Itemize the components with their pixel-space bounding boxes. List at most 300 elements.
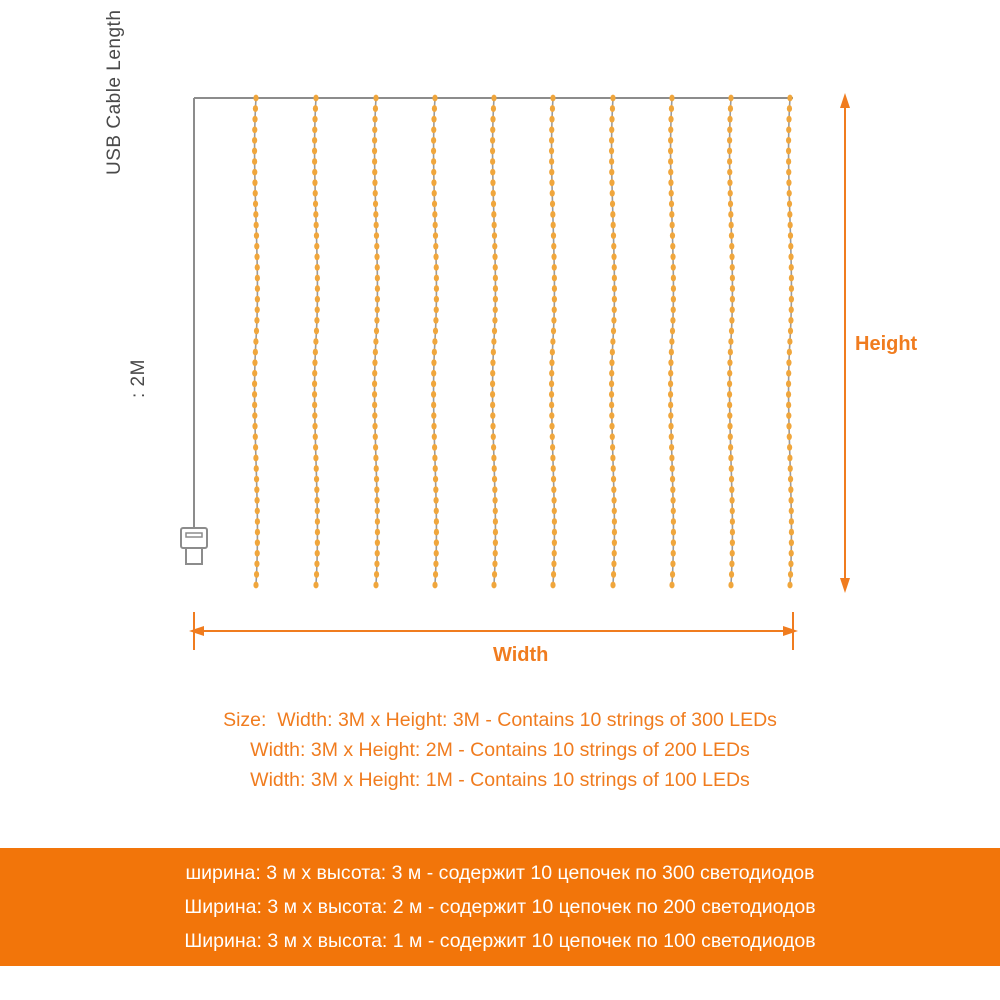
led-bead <box>549 380 554 387</box>
led-bead <box>433 317 438 324</box>
led-bead <box>552 285 557 292</box>
led-bead <box>786 402 791 409</box>
led-bead <box>668 380 673 387</box>
led-bead <box>432 349 437 356</box>
led-bead <box>433 253 438 260</box>
led-bead <box>492 486 497 493</box>
led-bead <box>611 222 616 229</box>
led-bead <box>433 497 438 504</box>
led-bead <box>490 116 495 123</box>
led-bead <box>315 275 320 282</box>
led-bead <box>492 571 497 578</box>
led-bead <box>787 455 792 462</box>
led-bead <box>254 232 259 239</box>
led-bead <box>375 550 380 557</box>
led-bead <box>670 328 675 335</box>
led-bead <box>492 465 497 472</box>
led-bead <box>788 560 793 567</box>
led-bead <box>668 423 673 430</box>
led-bead <box>374 465 379 472</box>
led-bead <box>669 349 674 356</box>
led-bead <box>374 222 379 229</box>
led-bead <box>786 380 791 387</box>
led-bead <box>729 317 734 324</box>
led-bead <box>490 423 495 430</box>
led-bead <box>549 137 554 144</box>
led-bead <box>609 359 614 366</box>
led-bead <box>786 148 791 155</box>
led-bead <box>493 296 498 303</box>
led-bead <box>550 95 555 102</box>
led-bead <box>490 380 495 387</box>
led-bead <box>492 222 497 229</box>
led-bead <box>552 550 557 557</box>
led-bead <box>312 158 317 165</box>
led-bead <box>609 179 614 186</box>
led-bead <box>549 391 554 398</box>
led-bead <box>315 529 320 536</box>
led-bead <box>315 507 320 514</box>
led-bead <box>552 264 557 271</box>
led-bead <box>252 370 257 377</box>
led-bead <box>729 243 734 250</box>
led-bead <box>668 137 673 144</box>
led-bead <box>788 486 793 493</box>
led-bead <box>253 349 258 356</box>
led-bead <box>788 253 793 260</box>
led-bead <box>313 211 318 218</box>
led-bead <box>789 518 794 525</box>
led-bead <box>612 507 617 514</box>
led-bead <box>552 539 557 546</box>
led-bead <box>612 539 617 546</box>
led-bead <box>433 232 438 239</box>
led-bead <box>549 126 554 133</box>
led-bead <box>373 338 378 345</box>
led-bead <box>373 349 378 356</box>
led-bead <box>669 200 674 207</box>
led-bead <box>490 402 495 409</box>
specs-english <box>0 705 1000 795</box>
spec-row-en-1 <box>0 705 1000 735</box>
led-bead <box>373 95 378 102</box>
led-bead <box>789 275 794 282</box>
led-bead <box>432 211 437 218</box>
led-bead <box>255 264 260 271</box>
led-bead <box>789 306 794 313</box>
led-bead <box>550 105 555 112</box>
led-bead <box>729 571 734 578</box>
led-bead <box>551 328 556 335</box>
led-bead <box>788 465 793 472</box>
led-bead <box>434 264 439 271</box>
led-bead <box>492 560 497 567</box>
led-bead <box>314 571 319 578</box>
led-bead <box>255 296 260 303</box>
led-bead <box>610 349 615 356</box>
led-bead <box>490 158 495 165</box>
led-bead <box>373 190 378 197</box>
led-bead <box>252 391 257 398</box>
led-bead <box>728 200 733 207</box>
led-bead <box>374 476 379 483</box>
led-bead <box>551 232 556 239</box>
led-bead <box>552 518 557 525</box>
led-bead <box>786 158 791 165</box>
led-bead <box>433 465 438 472</box>
led-bead <box>611 476 616 483</box>
led-bead <box>669 105 674 112</box>
led-bead <box>727 116 732 123</box>
led-bead <box>788 328 793 335</box>
led-bead <box>729 465 734 472</box>
led-bead <box>789 529 794 536</box>
led-bead <box>434 550 439 557</box>
led-bead <box>254 253 259 260</box>
led-bead <box>549 359 554 366</box>
led-bead <box>668 359 673 366</box>
led-bead <box>669 433 674 440</box>
led-bead <box>670 476 675 483</box>
led-bead <box>727 359 732 366</box>
led-strings-group <box>255 98 792 585</box>
led-bead <box>787 349 792 356</box>
led-bead <box>490 137 495 144</box>
led-bead <box>610 455 615 462</box>
led-bead <box>551 465 556 472</box>
led-bead <box>492 232 497 239</box>
led-bead <box>609 412 614 419</box>
led-bead <box>492 497 497 504</box>
led-bead <box>313 444 318 451</box>
led-bead <box>433 486 438 493</box>
led-bead <box>372 116 377 123</box>
led-bead <box>727 179 732 186</box>
led-bead <box>375 296 380 303</box>
led-bead <box>254 476 259 483</box>
led-bead <box>787 190 792 197</box>
led-bead <box>431 179 436 186</box>
led-bead <box>493 285 498 292</box>
led-bead <box>313 455 318 462</box>
led-bead <box>730 507 735 514</box>
led-bead <box>373 582 378 589</box>
led-bead <box>491 105 496 112</box>
led-bead <box>252 116 257 123</box>
led-bead <box>671 264 676 271</box>
led-bead <box>668 179 673 186</box>
led-bead <box>788 317 793 324</box>
led-bead <box>493 529 498 536</box>
led-bead <box>492 328 497 335</box>
led-bead <box>730 296 735 303</box>
led-bead <box>789 507 794 514</box>
led-bead <box>434 518 439 525</box>
led-bead <box>551 571 556 578</box>
spec-row-en-3: Width: 3M x Height: 1M - Contains 10 strings of 100 LEDs <box>250 769 750 791</box>
led-bead <box>431 148 436 155</box>
led-bead <box>611 465 616 472</box>
led-bead <box>729 560 734 567</box>
led-bead <box>252 126 257 133</box>
led-bead <box>434 296 439 303</box>
led-bead <box>431 412 436 419</box>
led-bead <box>671 518 676 525</box>
led-bead <box>313 433 318 440</box>
led-bead <box>374 232 379 239</box>
led-bead <box>312 370 317 377</box>
led-bead <box>373 455 378 462</box>
led-bead <box>786 126 791 133</box>
led-bead <box>314 497 319 504</box>
led-bead <box>252 359 257 366</box>
led-bead <box>786 423 791 430</box>
led-bead <box>668 158 673 165</box>
led-bead <box>432 433 437 440</box>
led-bead <box>671 285 676 292</box>
led-bead <box>375 507 380 514</box>
led-bead <box>668 148 673 155</box>
led-bead <box>728 95 733 102</box>
led-bead <box>492 253 497 260</box>
led-bead <box>314 317 319 324</box>
led-bead <box>670 465 675 472</box>
led-bead <box>730 306 735 313</box>
led-bead <box>432 200 437 207</box>
led-bead <box>610 582 615 589</box>
led-bead <box>493 507 498 514</box>
led-bead <box>253 211 258 218</box>
led-bead <box>727 137 732 144</box>
led-bead <box>786 137 791 144</box>
led-bead <box>491 349 496 356</box>
led-bead <box>373 200 378 207</box>
led-bead <box>728 582 733 589</box>
led-bead <box>669 211 674 218</box>
led-bead <box>372 370 377 377</box>
led-bead <box>730 529 735 536</box>
led-bead <box>254 243 259 250</box>
led-bead <box>375 539 380 546</box>
led-bead <box>252 423 257 430</box>
led-bead <box>549 423 554 430</box>
led-bead <box>375 275 380 282</box>
led-bead <box>609 137 614 144</box>
led-bead <box>375 306 380 313</box>
led-bead <box>728 338 733 345</box>
led-bead <box>315 264 320 271</box>
led-bead <box>315 539 320 546</box>
led-bead <box>433 476 438 483</box>
led-bead <box>255 518 260 525</box>
led-bead <box>491 190 496 197</box>
led-bead <box>372 402 377 409</box>
led-bead <box>375 529 380 536</box>
led-bead <box>372 137 377 144</box>
led-bead <box>253 200 258 207</box>
led-bead <box>375 518 380 525</box>
led-bead <box>730 539 735 546</box>
led-bead <box>609 370 614 377</box>
led-bead <box>551 222 556 229</box>
led-bead <box>786 412 791 419</box>
led-bead <box>786 169 791 176</box>
usb-cable-length-value: : 2M <box>128 359 149 398</box>
led-bead <box>550 190 555 197</box>
led-bead <box>312 179 317 186</box>
led-bead <box>493 306 498 313</box>
led-bead <box>254 571 259 578</box>
led-bead <box>730 518 735 525</box>
led-bead <box>549 402 554 409</box>
led-bead <box>669 338 674 345</box>
led-bead <box>609 116 614 123</box>
led-bead <box>612 529 617 536</box>
led-bead <box>312 423 317 430</box>
led-bead <box>550 455 555 462</box>
led-bead <box>609 391 614 398</box>
usb-connector-icon <box>181 528 207 564</box>
led-bead <box>432 338 437 345</box>
led-bead <box>374 243 379 250</box>
led-bead <box>727 126 732 133</box>
led-bead <box>609 148 614 155</box>
led-bead <box>432 444 437 451</box>
led-bead <box>432 190 437 197</box>
led-bead <box>610 433 615 440</box>
led-bead <box>727 370 732 377</box>
led-bead <box>609 402 614 409</box>
led-bead <box>434 285 439 292</box>
led-bead <box>493 550 498 557</box>
led-bead <box>431 423 436 430</box>
led-bead <box>372 126 377 133</box>
led-bead <box>670 571 675 578</box>
led-bead <box>670 222 675 229</box>
led-bead <box>252 380 257 387</box>
led-bead <box>432 95 437 102</box>
led-bead <box>315 306 320 313</box>
led-bead <box>373 444 378 451</box>
led-bead <box>668 169 673 176</box>
led-bead <box>252 158 257 165</box>
led-bead <box>788 243 793 250</box>
led-bead <box>669 95 674 102</box>
led-bead <box>549 169 554 176</box>
led-bead <box>550 349 555 356</box>
led-bead <box>491 433 496 440</box>
led-bead <box>730 275 735 282</box>
led-bead <box>669 190 674 197</box>
led-bead <box>786 370 791 377</box>
led-bead <box>789 296 794 303</box>
led-bead <box>551 560 556 567</box>
led-bead <box>313 95 318 102</box>
led-bead <box>610 211 615 218</box>
led-bead <box>431 370 436 377</box>
led-bead <box>549 148 554 155</box>
led-bead <box>610 200 615 207</box>
led-bead <box>253 582 258 589</box>
led-bead <box>612 264 617 271</box>
led-bead <box>550 444 555 451</box>
led-bead <box>728 349 733 356</box>
led-bead <box>670 486 675 493</box>
led-bead <box>372 423 377 430</box>
led-bead <box>727 423 732 430</box>
led-bead <box>551 476 556 483</box>
led-bead <box>312 126 317 133</box>
led-bead <box>611 243 616 250</box>
led-bead <box>432 455 437 462</box>
led-bead <box>551 486 556 493</box>
led-bead <box>671 296 676 303</box>
led-bead <box>254 560 259 567</box>
led-bead <box>253 190 258 197</box>
led-bead <box>314 486 319 493</box>
led-bead <box>611 317 616 324</box>
led-bead <box>312 412 317 419</box>
led-bead <box>314 465 319 472</box>
led-bead <box>252 179 257 186</box>
led-bead <box>490 370 495 377</box>
led-bead <box>786 359 791 366</box>
led-bead <box>374 328 379 335</box>
led-bead <box>372 158 377 165</box>
led-bead <box>611 560 616 567</box>
led-bead <box>610 105 615 112</box>
led-bead <box>550 338 555 345</box>
led-bead <box>612 550 617 557</box>
led-bead <box>668 126 673 133</box>
led-bead <box>490 412 495 419</box>
led-bead <box>728 105 733 112</box>
led-bead <box>253 338 258 345</box>
led-bead <box>432 105 437 112</box>
led-bead <box>254 222 259 229</box>
led-bead <box>671 275 676 282</box>
led-bead <box>312 148 317 155</box>
led-bead <box>434 529 439 536</box>
led-bead <box>788 497 793 504</box>
led-bead <box>372 359 377 366</box>
led-bead <box>431 359 436 366</box>
led-bead <box>610 338 615 345</box>
led-bead <box>609 126 614 133</box>
led-bead <box>789 285 794 292</box>
led-bead <box>727 148 732 155</box>
led-bead <box>550 200 555 207</box>
led-bead <box>730 264 735 271</box>
led-bead <box>671 306 676 313</box>
led-bead <box>609 169 614 176</box>
led-bead <box>433 571 438 578</box>
led-bead <box>729 497 734 504</box>
led-bead <box>373 105 378 112</box>
led-bead <box>492 317 497 324</box>
led-bead <box>729 253 734 260</box>
led-bead <box>789 264 794 271</box>
led-bead <box>671 529 676 536</box>
led-bead <box>551 253 556 260</box>
led-bead <box>314 476 319 483</box>
led-bead <box>551 317 556 324</box>
led-bead <box>490 179 495 186</box>
height-label: Height <box>855 333 918 355</box>
led-bead <box>431 380 436 387</box>
led-bead <box>727 158 732 165</box>
led-bead <box>612 306 617 313</box>
